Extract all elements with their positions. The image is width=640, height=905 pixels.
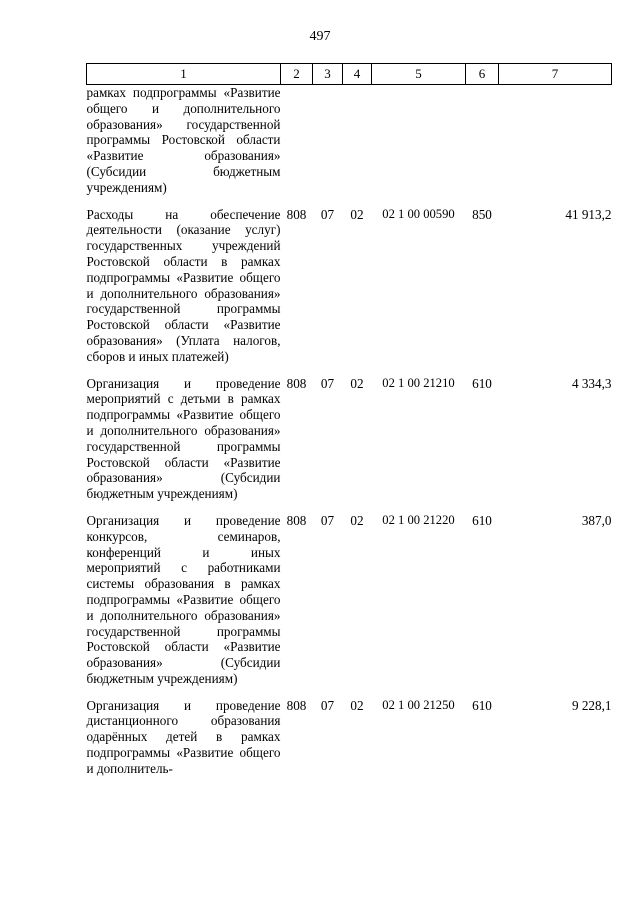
row-ministry: 808 [286,697,307,713]
row-target-code: 02 1 00 21220 [382,512,455,527]
row-subsection: 02 [350,512,364,528]
table-header [87,64,612,85]
header-col-6: 6 [466,64,499,85]
row-amount: 41 913,2 [565,206,612,222]
table-row [87,692,612,782]
row-section: 07 [320,697,335,713]
row-ministry: 808 [286,206,307,222]
row-ministry: 808 [286,375,307,391]
row-expense-type: 850 [472,206,492,222]
header-col-4: 4 [343,64,372,85]
row-description: рамках подпрограммы «Развитие общего и дополнительного образования» государственной программы Ростовской области «Развитие образования» (Субсидии бюджетным учреждениям) [86,85,281,195]
header-col-3: 3 [313,64,343,85]
row-expense-type: 610 [472,697,492,713]
row-subsection: 02 [350,375,364,391]
row-expense-type: 610 [472,512,492,528]
row-ministry: 808 [286,512,307,528]
budget-table [86,63,612,782]
header-col-1: 1 [87,64,281,85]
row-expense-type: 610 [472,375,492,391]
row-target-code: 02 1 00 21250 [382,697,455,712]
row-subsection: 02 [350,206,364,222]
row-section: 07 [320,512,335,528]
header-col-2: 2 [281,64,313,85]
header-col-7: 7 [499,64,612,85]
row-description: Организация и проведение конкурсов, семинаров, конференций и иных мероприятий с работниками системы образования в рамках подпрограммы «Развитие общего и дополнительного образования» государственной программы Ростовской области «Развитие образования» (Субсидии бюджетным учреждениям) [86,512,281,686]
row-description: Организация и проведение мероприятий с детьми в рамках подпрограммы «Развитие общего и дополнительного образования» государственной программы Ростовской области «Развитие образования» (Субсидии бюджетным учреждениям) [86,375,281,502]
page-number: 497 [309,29,331,44]
table-body [87,85,612,782]
header-row [87,64,612,85]
table-row [87,370,612,507]
row-amount: 4 334,3 [571,375,612,391]
row-subsection: 02 [350,697,364,713]
row-description: Организация и проведение дистанционного образования одарённых детей в рамках подпрограммы «Развитие общего и дополнитель- [86,697,281,776]
row-amount: 9 228,1 [571,697,612,713]
table-row [87,201,612,370]
row-target-code: 02 1 00 00590 [382,206,455,221]
table-row-continued [87,85,612,201]
row-amount: 387,0 [581,512,612,528]
row-description: Расходы на обеспечение деятельности (оказание услуг) государственных учреждений Ростовской области в рамках подпрограммы «Развитие общего и дополнительного образования» государственной программы Ростовской области «Развитие образования» (Уплата налогов, сборов и иных платежей) [86,206,281,364]
row-section: 07 [320,375,335,391]
table-row [87,507,612,692]
row-section: 07 [320,206,335,222]
header-col-5: 5 [372,64,466,85]
row-target-code: 02 1 00 21210 [382,375,455,390]
